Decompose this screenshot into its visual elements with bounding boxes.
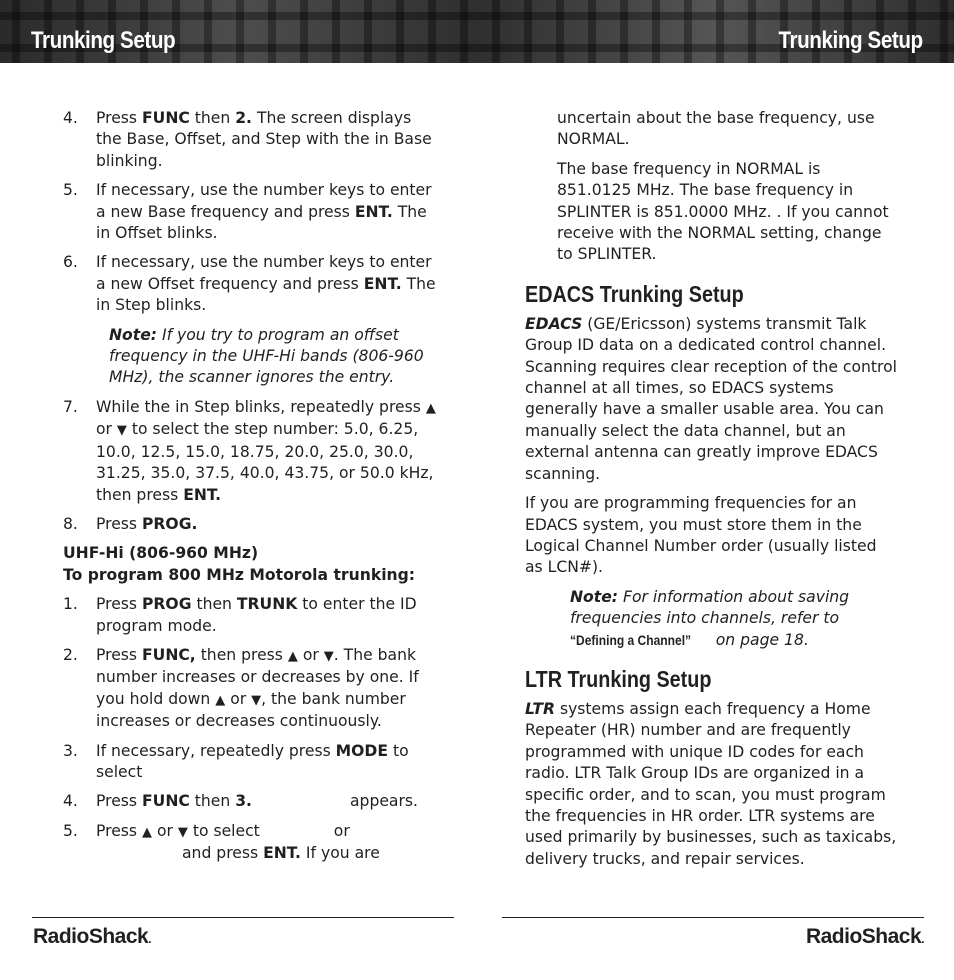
up-arrow-icon: ▲ xyxy=(142,824,152,840)
key-ent: ENT. xyxy=(363,274,402,293)
step-text: Press xyxy=(96,645,142,664)
footer-divider-right xyxy=(502,917,924,918)
step-text: then xyxy=(189,792,236,811)
step-text: Press xyxy=(96,595,142,614)
step-number: 2. xyxy=(63,645,78,664)
step-text: The in Offset blinks. xyxy=(96,202,427,243)
section-subheading xyxy=(63,543,439,586)
step-text: , the bank number increases or decreases continuously. xyxy=(96,689,406,731)
step-number: 7. xyxy=(63,397,78,416)
brand-text: RadioShack xyxy=(805,925,922,948)
motorola-step-1 xyxy=(63,594,439,637)
brand-dot: . xyxy=(148,932,152,946)
ltr-paragraph xyxy=(525,699,897,870)
step-text: or xyxy=(152,821,178,840)
brand-text: RadioShack xyxy=(33,925,149,948)
key-3: 3. xyxy=(235,792,252,811)
edacs-heading: EDACS Trunking Setup xyxy=(525,280,744,307)
radioshack-logo-right xyxy=(806,925,924,949)
step-text: While the in Step blinks, repeatedly press xyxy=(96,397,426,416)
step-5 xyxy=(63,180,439,244)
subheading-line-1: UHF-Hi (806-960 MHz) xyxy=(63,544,259,563)
key-prog: PROG xyxy=(142,595,192,614)
motorola-step-2 xyxy=(63,645,439,733)
base-frequency-text: The base frequency in NORMAL is 851.0125 MHz. The base frequency in SPLINTER is 851.0000 MHz. . If you cannot receive with the NORMAL setting, change to SPLINTER. xyxy=(557,159,889,264)
step-text: or xyxy=(96,420,117,439)
brand-dot: . xyxy=(921,932,924,946)
step-text: or xyxy=(333,821,350,840)
step-number: 4. xyxy=(63,792,78,811)
step-text: and press xyxy=(182,844,264,863)
edacs-paragraph-1 xyxy=(525,314,897,485)
paragraph-text: (GE/Ericsson) systems transmit Talk Group ID data on a dedicated control channel. Scanning requires clear reception of the control channel at all times, so EDACS systems generally have a smaller usable area. You can manually select the data channel, but an external antenna can greatly improve EDACS scanning. xyxy=(525,314,897,483)
up-arrow-icon: ▲ xyxy=(425,400,436,416)
down-arrow-icon: ▼ xyxy=(116,423,127,439)
edacs-term: EDACS xyxy=(525,314,583,333)
key-ent: ENT. xyxy=(183,485,222,504)
step-text: If necessary, use the number keys to enter a new Offset frequency and press xyxy=(96,253,432,293)
step-text: or xyxy=(297,645,324,664)
paragraph-text: systems assign each frequency a Home Repeater (HR) number and are frequently programmed with unique ID codes for each radio. LTR Talk Group IDs are organized in a specific order, and to scan, you must program the frequencies in HR order. LTR systems are used primarily by businesses, such as taxicabs, delivery trucks, and repair services. xyxy=(525,699,897,868)
step-text: to select xyxy=(187,821,260,840)
header-title-left: Trunking Setup xyxy=(31,27,176,54)
motorola-step-4 xyxy=(63,791,439,812)
left-column xyxy=(63,108,439,873)
ltr-term: LTR xyxy=(525,699,555,718)
step-number: 8. xyxy=(63,514,78,533)
key-ent: ENT. xyxy=(263,844,301,863)
step-text: to select xyxy=(96,741,409,781)
footer-divider-left xyxy=(32,917,454,918)
down-arrow-icon: ▼ xyxy=(251,692,262,708)
page-header-banner xyxy=(0,0,954,63)
key-prog: PROG. xyxy=(142,514,198,533)
subheading-line-2: To program 800 MHz Motorola trunking: xyxy=(63,565,416,584)
down-arrow-icon: ▼ xyxy=(323,648,334,664)
step-number: 5. xyxy=(63,181,78,200)
step-number: 5. xyxy=(63,821,78,840)
note-defining-channel xyxy=(570,587,897,651)
up-arrow-icon: ▲ xyxy=(215,692,226,708)
radioshack-logo-left xyxy=(33,925,151,949)
step-text: The screen displays the Base, Offset, and Step with the in Base blinking. xyxy=(96,109,432,170)
step-8 xyxy=(63,514,439,535)
note-offset xyxy=(109,325,439,389)
key-trunk: TRUNK xyxy=(236,595,298,614)
note-label: Note: xyxy=(109,325,158,344)
step-text: then press xyxy=(195,645,288,664)
right-column xyxy=(525,108,897,878)
step-text: then xyxy=(189,109,236,127)
step-text: Press xyxy=(96,514,142,533)
cross-reference-link[interactable]: “Defining a Channel” xyxy=(570,631,692,648)
key-func: FUNC xyxy=(142,109,190,127)
note-label: Note: xyxy=(570,587,619,606)
step-text: If you are xyxy=(300,844,380,863)
step-number: 4. xyxy=(63,109,78,127)
up-arrow-icon: ▲ xyxy=(287,648,298,664)
step-6 xyxy=(63,252,439,316)
note-text: For information about saving frequencies into channels, refer to xyxy=(570,587,850,628)
ltr-heading: LTR Trunking Setup xyxy=(525,665,712,692)
step-text: The in Step blinks. xyxy=(96,274,436,315)
step-text: Press xyxy=(96,109,142,127)
step-number: 6. xyxy=(63,253,78,272)
down-arrow-icon: ▼ xyxy=(177,824,188,840)
step-text: If necessary, repeatedly press xyxy=(96,741,336,760)
step-text: Press xyxy=(96,792,142,811)
motorola-step-5 xyxy=(63,821,439,865)
step-text: If necessary, use the number keys to enter a new Base frequency and press xyxy=(96,181,432,221)
step-7 xyxy=(63,397,439,506)
step-text: to enter the ID program mode. xyxy=(96,595,417,635)
key-ent: ENT. xyxy=(354,202,393,221)
key-2: 2. xyxy=(235,109,252,127)
step-text: to select the step number: 5.0, 6.25, 10.0, 12.5, 15.0, 18.75, 20.0, 25.0, 30.0, 31.25, 35.0, 37.5, 40.0, 43.75, or 50.0 kHz, then press xyxy=(96,420,434,504)
step-text: then xyxy=(191,595,237,614)
step-text: appears. xyxy=(349,792,418,811)
edacs-paragraph-2: If you are programming frequencies for an EDACS system, you must store them in the Logical Channel Number order (usually listed as LCN#). xyxy=(525,494,877,577)
step-text: Press xyxy=(96,821,142,840)
key-func: FUNC xyxy=(142,792,190,811)
step-text: or xyxy=(225,689,252,708)
step-number: 3. xyxy=(63,741,78,760)
step-number: 1. xyxy=(63,595,78,614)
step-text: . The bank number increases or decreases by one. If you hold down xyxy=(96,645,419,708)
note-text: on page 18. xyxy=(710,630,809,649)
key-mode: MODE xyxy=(335,741,389,760)
continued-text: uncertain about the base frequency, use NORMAL. xyxy=(557,109,875,149)
key-func: FUNC, xyxy=(142,645,196,664)
header-title-right: Trunking Setup xyxy=(778,27,923,54)
note-text: If you try to program an offset frequency in the UHF-Hi bands (806-960 MHz), the scanner ignores the entry. xyxy=(109,325,424,387)
step-4 xyxy=(63,108,439,172)
motorola-step-3 xyxy=(63,741,439,784)
